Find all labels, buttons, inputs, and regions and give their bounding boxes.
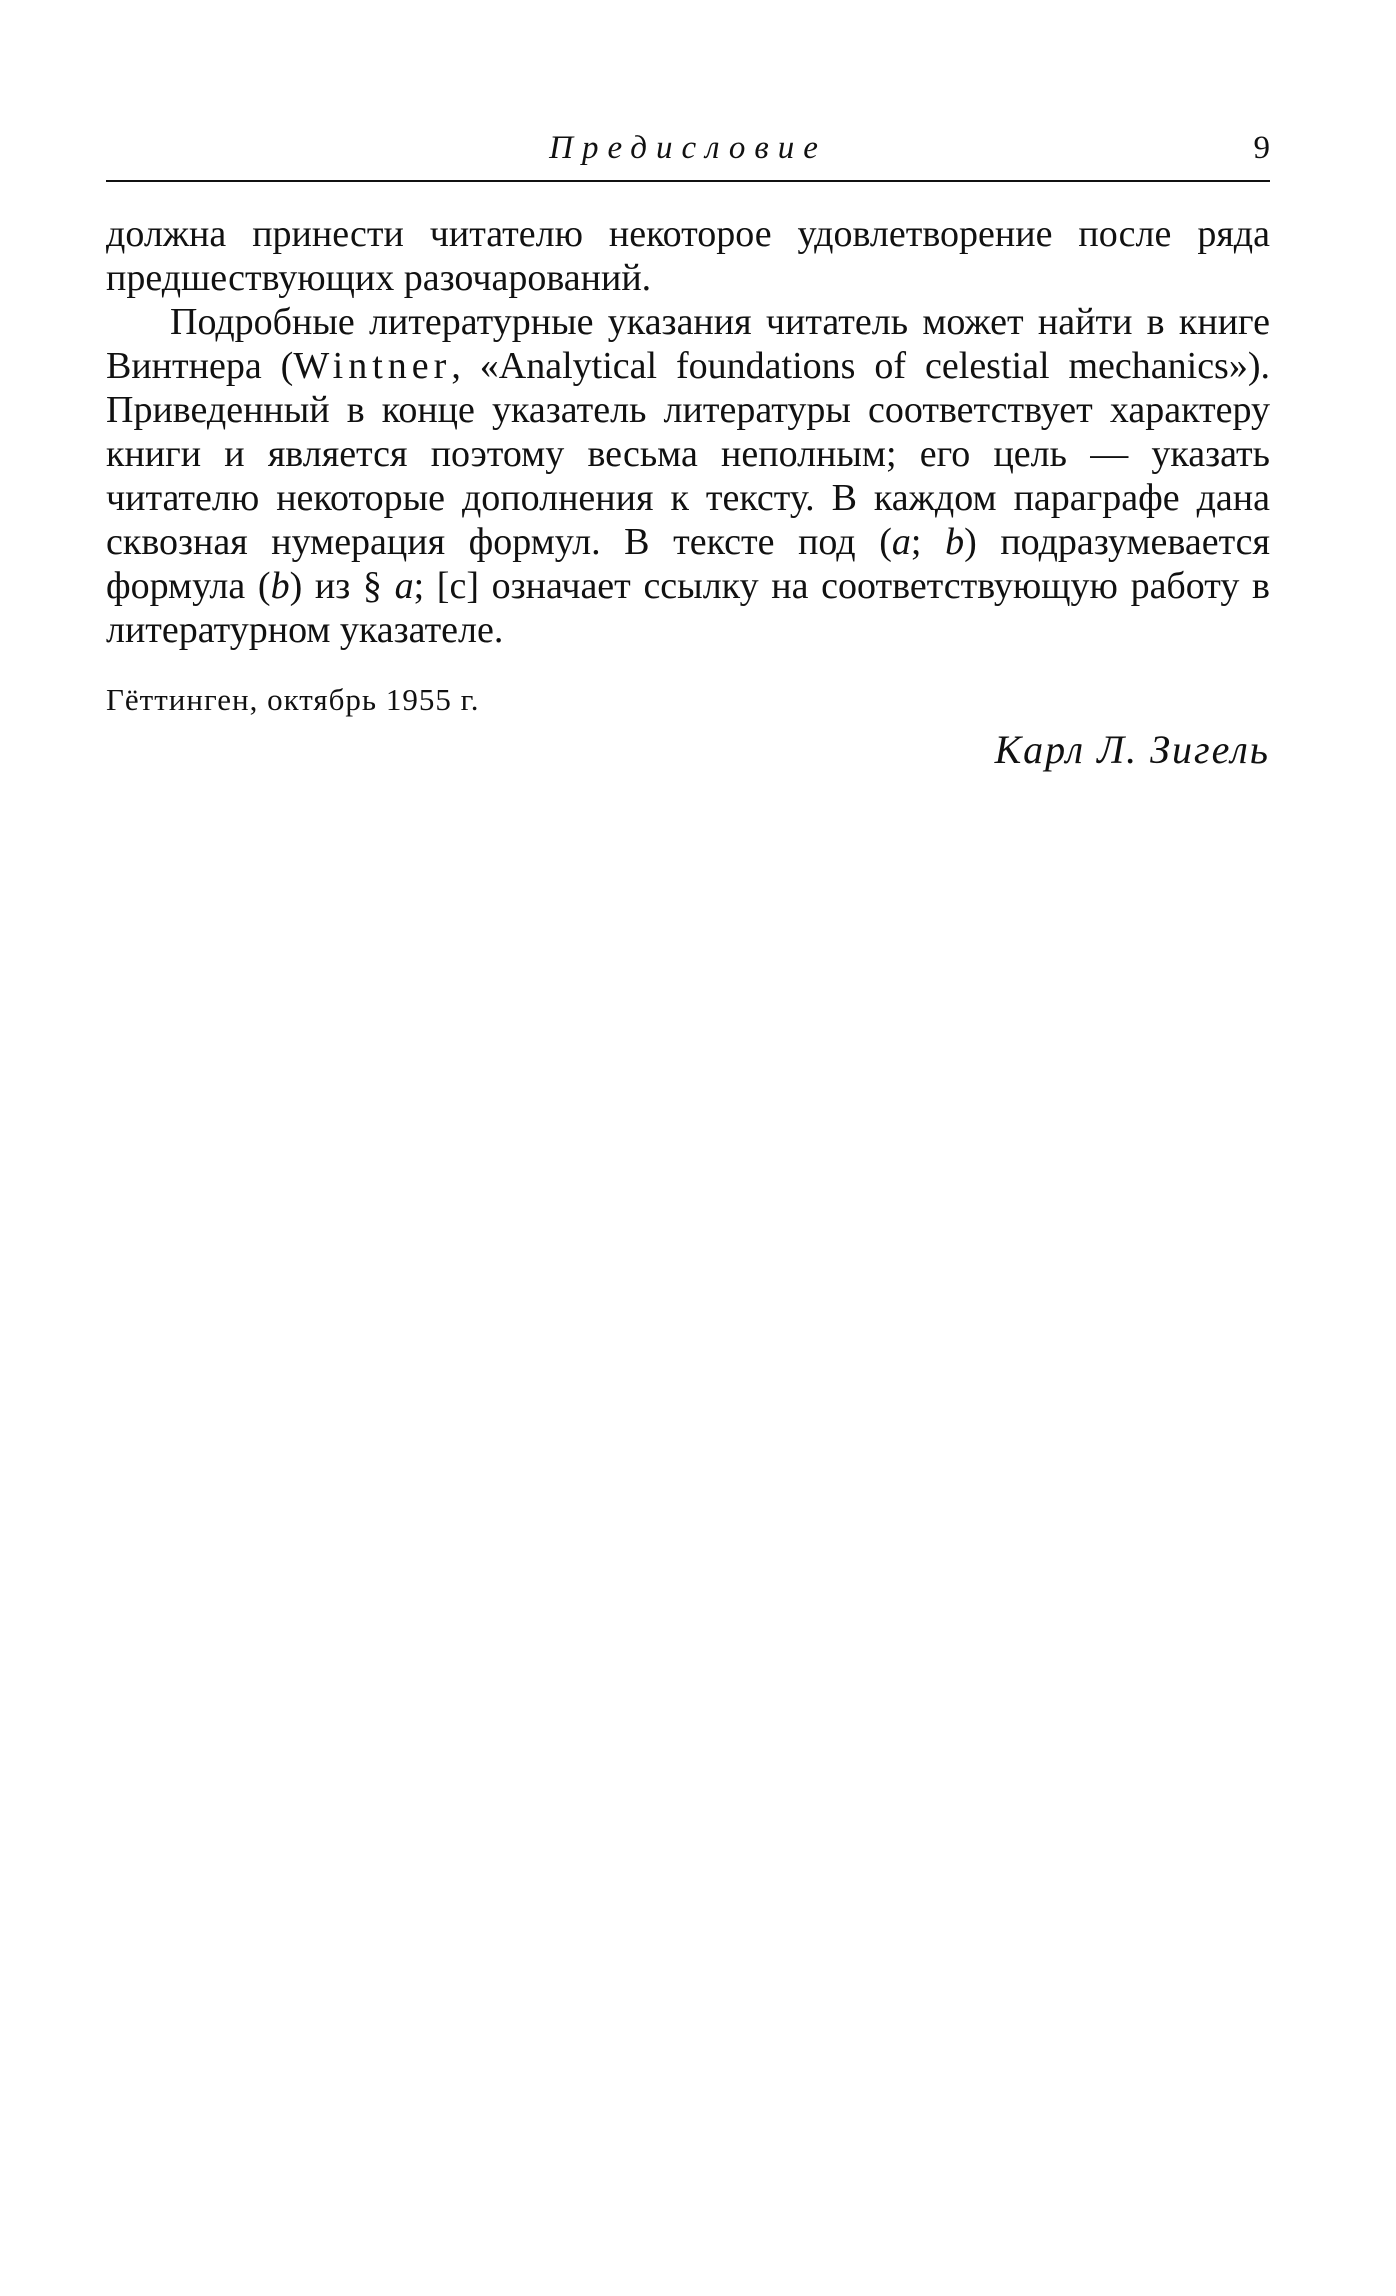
book-page — [106, 122, 1270, 792]
author-name-spaced: Wintner — [293, 345, 452, 387]
formula-ref: b — [945, 521, 965, 563]
page-number: 9 — [1253, 130, 1270, 166]
place-date: Гёттинген, октябрь 1955 г. — [106, 682, 480, 717]
formula-ref: a — [891, 521, 911, 563]
formula-ref: b — [270, 565, 290, 607]
paragraph-text: , «Analytical foundations of celestial mechanics»). Приведенный в конце указатель литературы соответствует характеру книги и является поэтому весьма неполным; его цель — указать читателю некоторые дополнения к тексту. В каждом параграфе дана сквозная нумерация формул. В тексте под ( — [106, 345, 1270, 563]
paragraph-text: ; [c] означает ссылку на соответствующую работу в литературном указателе. — [106, 565, 1270, 651]
signoff — [106, 682, 1270, 792]
paragraph-text: ) из § — [289, 565, 395, 607]
paragraph-text: ; — [910, 521, 946, 563]
body-text — [106, 212, 1270, 652]
paragraph-text: Подробные литературные указания читатель может найти в книге Винтнера ( — [106, 301, 1270, 387]
running-title: Предисловие — [549, 130, 827, 166]
paragraph-continuation: должна принести читателю некоторое удовлетворение после ряда предшествующих разочарований. — [106, 213, 1270, 299]
running-header — [106, 122, 1270, 182]
author-signature: Карл Л. Зигель — [994, 727, 1270, 772]
paragraph-references — [106, 300, 1270, 652]
paragraph-text: ) подразумевается формула ( — [106, 521, 1270, 607]
formula-ref: a — [394, 565, 414, 607]
